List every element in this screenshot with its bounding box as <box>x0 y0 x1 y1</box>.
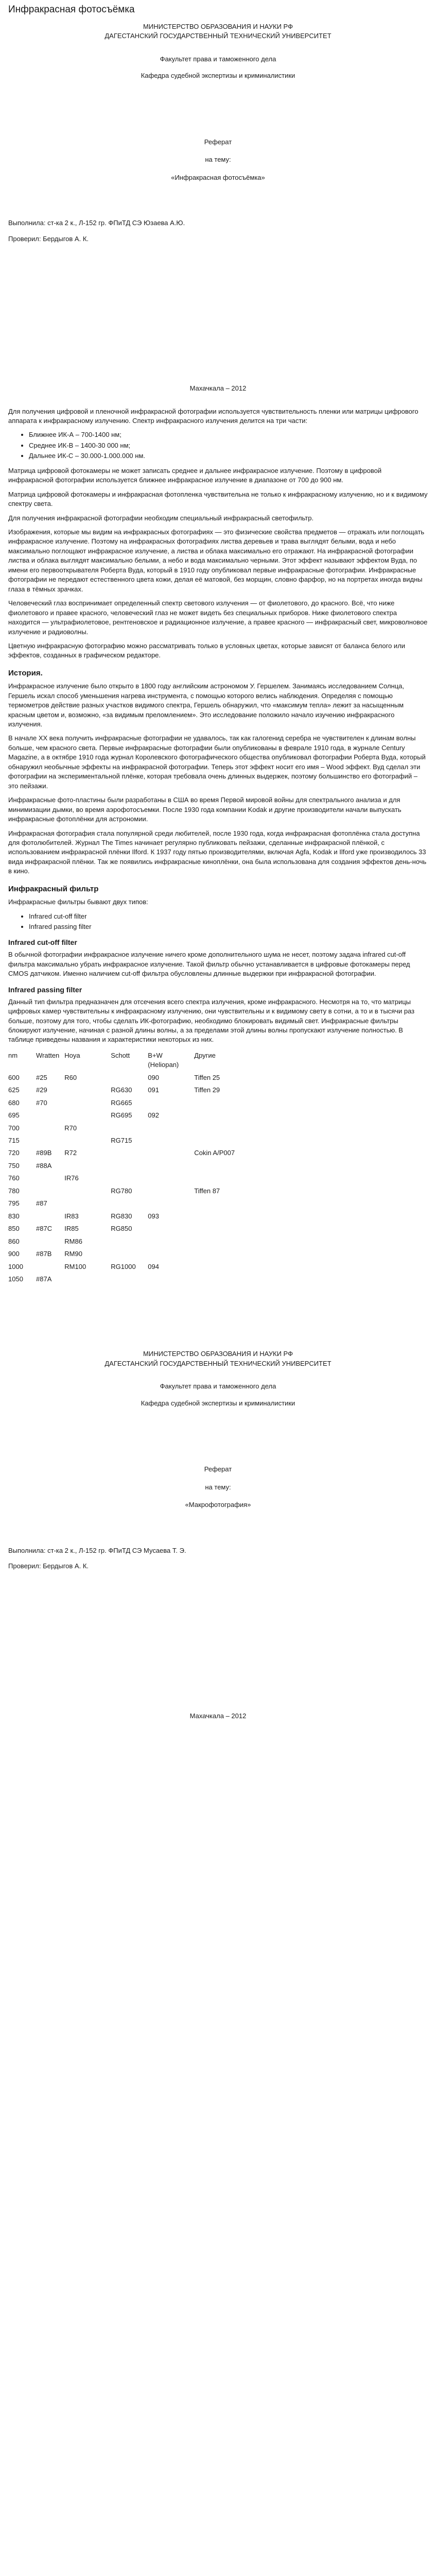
department-line: Кафедра судебной экспертизы и криминалистики <box>141 1399 295 1407</box>
intro-section <box>8 407 428 660</box>
column-header: Hoya <box>64 1051 80 1059</box>
table-cell <box>194 1248 240 1260</box>
table-cell <box>194 1097 240 1109</box>
table-cell: 715 <box>8 1137 20 1145</box>
page-title: Инфракрасная фотосъёмка <box>8 4 135 15</box>
table-cell: RG695 <box>111 1111 132 1120</box>
table-cell: #87C <box>36 1225 53 1233</box>
table-cell: #70 <box>36 1098 47 1107</box>
section-heading: История. <box>8 668 43 677</box>
table-cell: 600 <box>8 1073 20 1081</box>
table-cell <box>111 1273 148 1285</box>
university-line: ДАГЕСТАНСКИЙ ГОСУДАРСТВЕННЫЙ ТЕХНИЧЕСКИЙ УНИВЕРСИТЕТ <box>104 1359 332 1367</box>
table-row <box>8 1147 240 1159</box>
table-cell: 850 <box>8 1225 20 1233</box>
table-cell: #87B <box>36 1250 52 1258</box>
table-cell: 760 <box>8 1174 20 1182</box>
table-cell <box>111 1147 148 1159</box>
table-cell <box>111 1248 148 1260</box>
paragraph: Человеческий глаз воспринимает определенный спектр светового излучения — от фиолетового, до красного. Всё, что ниже фиолетового и правее красного, человеческий глаз не может видеть без специальных приборов. Ниже фиолетового спектра находится — ультрафиолетовое, рентгеновское и радиационное излучение, а правее красного — инфракрасный свет, микроволновое излучение и радиоволны. <box>8 599 428 636</box>
table-cell: R60 <box>64 1073 77 1081</box>
table-cell: #29 <box>36 1086 47 1094</box>
checker-line: Проверил: Бердыгов А. К. <box>8 234 89 243</box>
ministry-line: МИНИСТЕРСТВО ОБРАЗОВАНИЯ И НАУКИ РФ <box>143 22 293 30</box>
table-cell: 680 <box>8 1098 20 1107</box>
table-cell: 750 <box>8 1161 20 1170</box>
table-cell <box>148 1122 194 1134</box>
list-item: • Дальнее ИК-С – 30.000-1.000.000 нм. <box>29 451 428 461</box>
table-cell <box>36 1122 64 1134</box>
table-cell <box>111 1072 148 1084</box>
table-row <box>8 1235 240 1248</box>
table-cell <box>194 1197 240 1210</box>
table-cell: 625 <box>8 1086 20 1094</box>
paragraph: Инфракрасные фильтры бывают двух типов: <box>8 898 148 906</box>
paragraph: Инфракрасные фото-пластины были разработаны в США во время Первой мировой войны для спектрального анализа и для минимизации дымки, во время аэрофотосъемки. После 1930 года компании Kodak и другие производители начали выпускать инфракрасные фотоплёнки для астрономии. <box>8 796 402 823</box>
table-cell <box>64 1097 111 1109</box>
table-cell <box>148 1223 194 1235</box>
table-cell: RG630 <box>111 1086 132 1094</box>
table-cell: 1000 <box>8 1262 23 1270</box>
table-cell <box>194 1160 240 1172</box>
table-cell <box>111 1122 148 1134</box>
table-cell <box>194 1223 240 1235</box>
university-line: ДАГЕСТАНСКИЙ ГОСУДАРСТВЕННЫЙ ТЕХНИЧЕСКИЙ УНИВЕРСИТЕТ <box>104 32 332 40</box>
column-header: Wratten <box>36 1051 60 1059</box>
cover-page-1 <box>8 22 428 407</box>
table-cell <box>36 1109 64 1122</box>
table-cell: RG715 <box>111 1137 132 1145</box>
spectrum-range-list <box>8 430 428 461</box>
table-cell: Tiffen 87 <box>194 1187 220 1195</box>
table-cell: #88A <box>36 1161 52 1170</box>
ir-filter-section <box>8 884 428 1286</box>
table-cell <box>64 1185 111 1197</box>
table-cell <box>36 1185 64 1197</box>
table-cell: RG780 <box>111 1187 132 1195</box>
column-header <box>148 1049 194 1072</box>
table-cell: RG850 <box>111 1225 132 1233</box>
table-cell <box>64 1084 111 1096</box>
table-cell: 700 <box>8 1124 20 1132</box>
table-cell <box>148 1235 194 1248</box>
history-section <box>8 668 428 876</box>
table-cell <box>194 1235 240 1248</box>
table-cell: RM90 <box>64 1250 82 1258</box>
table-cell <box>111 1160 148 1172</box>
table-cell: 830 <box>8 1212 20 1220</box>
table-cell: Cokin A/P007 <box>194 1149 235 1157</box>
on-topic-label: на тему: <box>205 156 231 164</box>
table-cell: #87A <box>36 1275 52 1283</box>
on-topic-label: на тему: <box>205 1483 231 1491</box>
author-line: Выполнила: ст-ка 2 к., Л-152 гр. ФПиТД СЭ Мусаева Т. Э. <box>8 1546 186 1554</box>
table-cell <box>36 1134 64 1147</box>
table-row <box>8 1197 240 1210</box>
table-cell <box>111 1172 148 1184</box>
table-cell: IR85 <box>64 1225 79 1233</box>
table-cell <box>194 1210 240 1223</box>
table-cell <box>36 1210 64 1223</box>
table-row <box>8 1223 240 1235</box>
paragraph: Матрица цифровой фотокамеры и инфракрасная фотопленка чувствительна не только к инфракрасному излучению, но и к видимому спектру света. <box>8 490 428 508</box>
table-cell: 093 <box>148 1212 159 1220</box>
table-cell <box>194 1261 240 1273</box>
checker-line: Проверил: Бердыгов А. К. <box>8 1562 89 1570</box>
doc-type: Реферат <box>204 1465 232 1473</box>
table-row <box>8 1134 240 1147</box>
paragraph: Инфракрасное излучение было открыто в 1800 году английским астрономом У. Гершелем. Занимаясь исследованием Солнца, Гершель искал способ уменьшения нагрева инструмента, с помощью которого велись наблюдения. Определяя с помощью термометров действие разных участков видимого спектра, Гершель обнаружил, что «максимум тепла» лежит за насыщенным красным цветом и, возможно, «за видимым преломлением». Это исследование положило начало изучению инфракрасного излучения. <box>8 682 404 728</box>
column-header: Schott <box>111 1051 130 1059</box>
table-row <box>8 1185 240 1197</box>
ministry-line: МИНИСТЕРСТВО ОБРАЗОВАНИЯ И НАУКИ РФ <box>143 1350 293 1358</box>
table-cell <box>36 1235 64 1248</box>
cover-page-2 <box>8 1293 428 1721</box>
section-heading: Инфракрасный фильтр <box>8 884 99 893</box>
table-cell <box>64 1160 111 1172</box>
table-cell: Tiffen 29 <box>194 1086 220 1094</box>
table-cell: 860 <box>8 1237 20 1245</box>
paragraph: Для получения цифровой и пленочной инфракрасной фотографии используется чувствительность пленки или матрицы цифрового аппарата к инфракрасному излучению. Спектр инфракрасного излучения делится на три части: <box>8 407 418 425</box>
list-item: • Ближнее ИК-А – 700-1400 нм; <box>29 430 428 439</box>
table-row <box>8 1172 240 1184</box>
table-cell <box>194 1122 240 1134</box>
table-cell <box>148 1197 194 1210</box>
table-cell: 090 <box>148 1073 159 1081</box>
topic-title: «Инфракрасная фотосъёмка» <box>171 173 265 181</box>
table-cell <box>64 1197 111 1210</box>
list-item: • Infrared passing filter <box>29 922 428 931</box>
table-cell <box>148 1273 194 1285</box>
doc-type: Реферат <box>204 138 232 146</box>
list-item: • Среднее ИК-В – 1400-30 000 нм; <box>29 441 428 450</box>
table-cell <box>64 1109 111 1122</box>
table-cell <box>36 1261 64 1273</box>
table-cell: 695 <box>8 1111 20 1120</box>
table-row <box>8 1273 240 1285</box>
department-line: Кафедра судебной экспертизы и криминалистики <box>141 72 295 80</box>
table-cell <box>148 1097 194 1109</box>
table-row <box>8 1210 240 1223</box>
table-row <box>8 1248 240 1260</box>
column-header-sublabel: (Heliopan) <box>148 1061 179 1069</box>
table-cell: Tiffen 25 <box>194 1073 220 1081</box>
table-cell: 094 <box>148 1262 159 1270</box>
table-row <box>8 1160 240 1172</box>
table-row <box>8 1109 240 1122</box>
paragraph: Данный тип фильтра предназначен для отсечения всего спектра излучения, кроме инфракрасного. Несмотря на то, что матрицы цифровых камер чувствительны к инфракрасному излучению, они чувствительны и к видимому свету в сотни, а то и в тысячи раз больше, поэтому для того, чтобы сделать ИК-фотографию, необходимо блокировать видимый свет. Инфракрасные фильтры блокируют излучение, начиная с разной длины волны, а за пределами этой длины волны пропускают излучение полностью. В таблице приведены названия и характеристики некоторых из них. <box>8 997 415 1044</box>
table-cell: IR76 <box>64 1174 79 1182</box>
table-cell <box>64 1134 111 1147</box>
paragraph: Изображения, которые мы видим на инфракрасных фотографиях — это физические свойства предметов — отражать или поглощать инфракрасное излучение. Поэтому на инфракрасных фотографиях листва деревьев и трава выглядят белыми, вода и небо максимально поглощают инфракрасное излучение, а листва и облака максимально его отражают. На инфракрасной фотографии листва и облака выглядят максимально белыми, а небо и вода максимально черными. Этот эффект называют эффектом Вуда, по имени его первооткрывателя Роберта Вуда, который в 1910 году опубликовал первые инфракрасные фотографии. Инфракрасные фотографии не передают естественного цвета кожи, делая её матовой, без морщин, словно фарфор, но на портретах иногда видны глаза в тёмных зрачках. <box>8 528 425 593</box>
table-cell <box>194 1172 240 1184</box>
column-header: Другие <box>194 1051 216 1059</box>
table-cell: RM86 <box>64 1237 82 1245</box>
table-cell: 1050 <box>8 1275 23 1283</box>
table-cell <box>148 1134 194 1147</box>
table-cell: #87 <box>36 1199 47 1208</box>
filter-table-body <box>8 1072 240 1286</box>
table-cell: R70 <box>64 1124 77 1132</box>
table-cell <box>194 1134 240 1147</box>
table-cell: 780 <box>8 1187 20 1195</box>
table-cell: RG830 <box>111 1212 132 1220</box>
filter-table <box>8 1049 240 1286</box>
table-cell <box>194 1109 240 1122</box>
table-cell <box>148 1160 194 1172</box>
table-cell: 091 <box>148 1086 159 1094</box>
paragraph: Для получения инфракрасной фотографии необходим специальный инфракрасный светофильтр. <box>8 514 314 522</box>
table-cell: 092 <box>148 1111 159 1120</box>
table-cell <box>64 1273 111 1285</box>
topic-title: «Макрофотография» <box>185 1501 251 1509</box>
table-row <box>8 1072 240 1084</box>
table-cell <box>148 1248 194 1260</box>
city-year: Махачкала – 2012 <box>189 384 247 393</box>
table-cell: R72 <box>64 1149 77 1157</box>
paragraph: Инфракрасная фотография стала популярной среди любителей, после 1930 года, когда инфракрасная фотоплёнка стала доступна для фотолюбителей. Журнал The Times начинает регулярно публиковать пейзажи, сделанные инфракрасной плёнкой, с использованием инфракрасной плёнки Ilford. К 1937 году пятью производителями, включая Agfa, Kodak и Ilford уже производилось 33 вида инфракрасной плёнки. Так же появились инфракрасные киноплёнки, она была использована для создания эффектов день-ночь в кино. <box>8 829 427 875</box>
faculty-line: Факультет права и таможенного дела <box>160 55 276 63</box>
table-cell: RG1000 <box>111 1262 136 1270</box>
table-row <box>8 1084 240 1096</box>
table-header-row <box>8 1049 240 1072</box>
table-cell <box>148 1185 194 1197</box>
table-cell <box>148 1172 194 1184</box>
paragraph: В начале XX века получить инфракрасные фотографии не удавалось, так как галогенид серебра не чувствителен к длинам волны больше, чем красного света. Первые инфракрасные фотографии были опубликованы в феврале 1910 года, в журнале Century Magazine, а в октябре 1910 года журнал Королевского фотографического общества опубликовал фотографии Роберта Вуда, который обнаружил необычные эффекты на инфракрасной фотографии. Теперь этот эффект носит его имя – Wood эффект. Вуд сделал эти фотографии на экспериментальной плёнке, которая требовала очень длинных выдержек, поэтому большинство его фотографий – это пейзажи. <box>8 734 426 790</box>
table-cell: IR83 <box>64 1212 79 1220</box>
table-row <box>8 1122 240 1134</box>
table-cell: #89B <box>36 1149 52 1157</box>
table-cell: 795 <box>8 1199 20 1208</box>
table-cell: 900 <box>8 1250 20 1258</box>
table-cell <box>194 1273 240 1285</box>
table-cell <box>36 1172 64 1184</box>
city-year: Махачкала – 2012 <box>189 1711 247 1720</box>
table-row <box>8 1097 240 1109</box>
table-cell: RG665 <box>111 1098 132 1107</box>
table-cell: RM100 <box>64 1262 86 1270</box>
filter-type-list <box>8 912 428 932</box>
column-header-label: B+W <box>148 1051 163 1059</box>
table-cell <box>111 1235 148 1248</box>
table-cell <box>148 1147 194 1159</box>
subsection-heading: Infrared cut-off filter <box>8 938 77 947</box>
subsection-heading: Infrared passing filter <box>8 985 82 994</box>
paragraph: В обычной фотографии инфракрасное излучение ничего кроме дополнительного шума не несет, поэтому задача infrared cut-off фильтра максимально убрать инфракрасное излучение. Такой фильтр обычно устанавливается в цифровые фотокамеры перед CMOS датчиком. Именно наличием cut-off фильтра обусловлены длинные выдержки при инфракрасной фотографии. <box>8 951 410 978</box>
table-cell: 720 <box>8 1149 20 1157</box>
table-row <box>8 1261 240 1273</box>
table-cell: #25 <box>36 1073 47 1081</box>
author-line: Выполнила: ст-ка 2 к., Л-152 гр. ФПиТД СЭ Юзаева А.Ю. <box>8 219 185 227</box>
list-item: • Infrared cut-off filter <box>29 912 428 921</box>
paragraph: Цветную инфракрасную фотографию можно рассматривать только в условных цветах, которые зависят от баланса белого или эффектов, созданных в графическом редакторе. <box>8 642 406 659</box>
paragraph: Матрица цифровой фотокамеры не может записать среднее и дальнее инфракрасное излучение. Поэтому в цифровой инфракрасной фотографии используется ближнее инфракрасное излучение в диапазоне от 700 до 900 нм. <box>8 466 382 484</box>
table-cell <box>111 1197 148 1210</box>
faculty-line: Факультет права и таможенного дела <box>160 1382 276 1391</box>
column-header: nm <box>8 1051 18 1059</box>
